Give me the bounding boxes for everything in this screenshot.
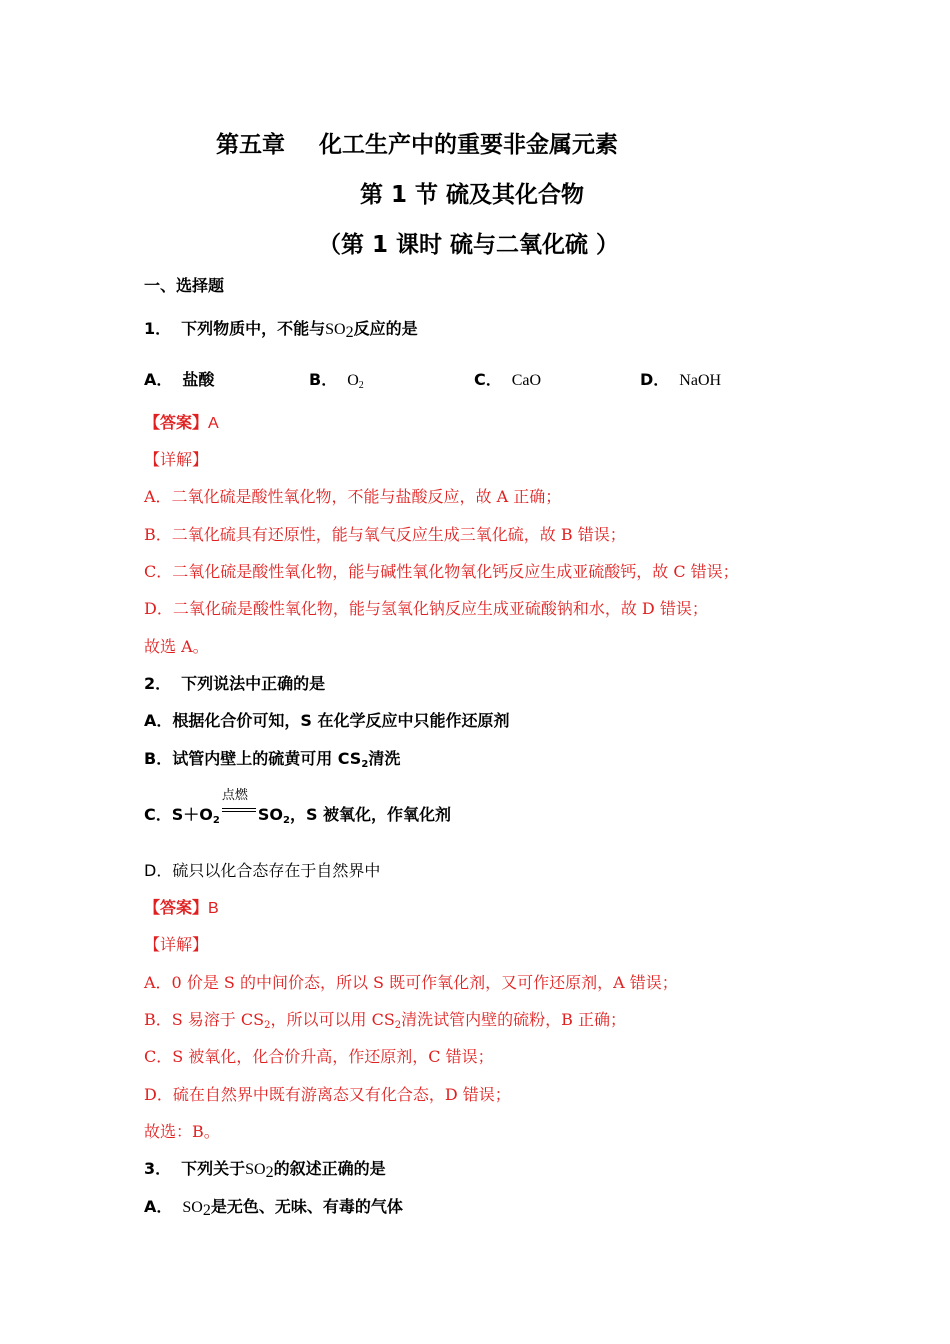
question-1-option-d: D． NaOH xyxy=(640,370,722,389)
question-1-explanation-b: B．二氧化硫具有还原性，能与氧气反应生成三氧化硫，故 B 错误； xyxy=(144,525,626,544)
chapter-title xyxy=(216,126,618,159)
chapter-name: 化工生产中的重要非金属元素 xyxy=(319,132,618,158)
question-2-explanation-d: D．硫在自然界中既有游离态又有化合态，D 错误； xyxy=(144,1085,511,1104)
section-heading: 一、选择题 xyxy=(144,276,225,295)
question-2-detail-label: 【详解】 xyxy=(144,935,209,954)
question-1-explanation-a: A．二氧化硫是酸性氧化物，不能与盐酸反应，故 A 正确； xyxy=(144,487,562,506)
chapter-number: 第五章 xyxy=(216,132,285,158)
question-1-stem: 1． 下列物质中，不能与$SO_2$反应的是 xyxy=(144,319,418,341)
question-1-answer: 【答案】A xyxy=(144,413,219,432)
lesson-title: （第 1 课时 硫与二氧化硫 ） xyxy=(318,232,620,258)
section-title: 第 1 节 硫及其化合物 xyxy=(360,182,585,208)
question-1-conclusion: 故选 A。 xyxy=(144,637,209,656)
question-1-option-a: A． 盐酸 xyxy=(144,370,215,389)
question-1-option-b: B． $O_2$ xyxy=(309,370,364,391)
question-3-stem: 3． 下列关于$SO_2$的叙述正确的是 xyxy=(144,1159,386,1181)
question-2-conclusion: 故选：B。 xyxy=(144,1122,220,1141)
question-3-option-a: A． $SO_2$是无色、无味、有毒的气体 xyxy=(144,1197,403,1219)
reaction-condition-arrow: 点燃 xyxy=(222,802,256,822)
question-2-stem: 2． 下列说法中正确的是 xyxy=(144,674,326,693)
question-2-option-c: C．$S+O_2$ 点燃 $SO_2$，S 被氧化，作氧化剂 xyxy=(144,788,452,826)
question-2-explanation-a: A．0 价是 S 的中间价态，所以 S 既可作氧化剂，又可作还原剂，A 错误； xyxy=(144,973,678,992)
question-2-option-d: D．硫只以化合态存在于自然界中 xyxy=(144,861,381,880)
question-1-explanation-d: D．二氧化硫是酸性氧化物，能与氢氧化钠反应生成亚硫酸钠和水，故 D 错误； xyxy=(144,599,708,618)
question-1-explanation-c: C．二氧化硫是酸性氧化物，能与碱性氧化物氧化钙反应生成亚硫酸钙，故 C 错误； xyxy=(144,562,739,581)
question-2-option-b: B．试管内壁上的硫黄可用 $CS_2$清洗 xyxy=(144,749,401,770)
question-2-answer: 【答案】B xyxy=(144,898,219,917)
question-1-detail-label: 【详解】 xyxy=(144,450,209,469)
question-1-option-c: C． CaO xyxy=(474,370,542,389)
question-2-explanation-c: C．S 被氧化，化合价升高，作还原剂，C 错误； xyxy=(144,1047,494,1066)
question-2-explanation-b: B．S 易溶于 $CS_2$，所以可以用 $CS_2$清洗试管内壁的硫粉，B 正确； xyxy=(144,1010,627,1031)
question-2-option-a: A．根据化合价可知，S 在化学反应中只能作还原剂 xyxy=(144,711,510,730)
